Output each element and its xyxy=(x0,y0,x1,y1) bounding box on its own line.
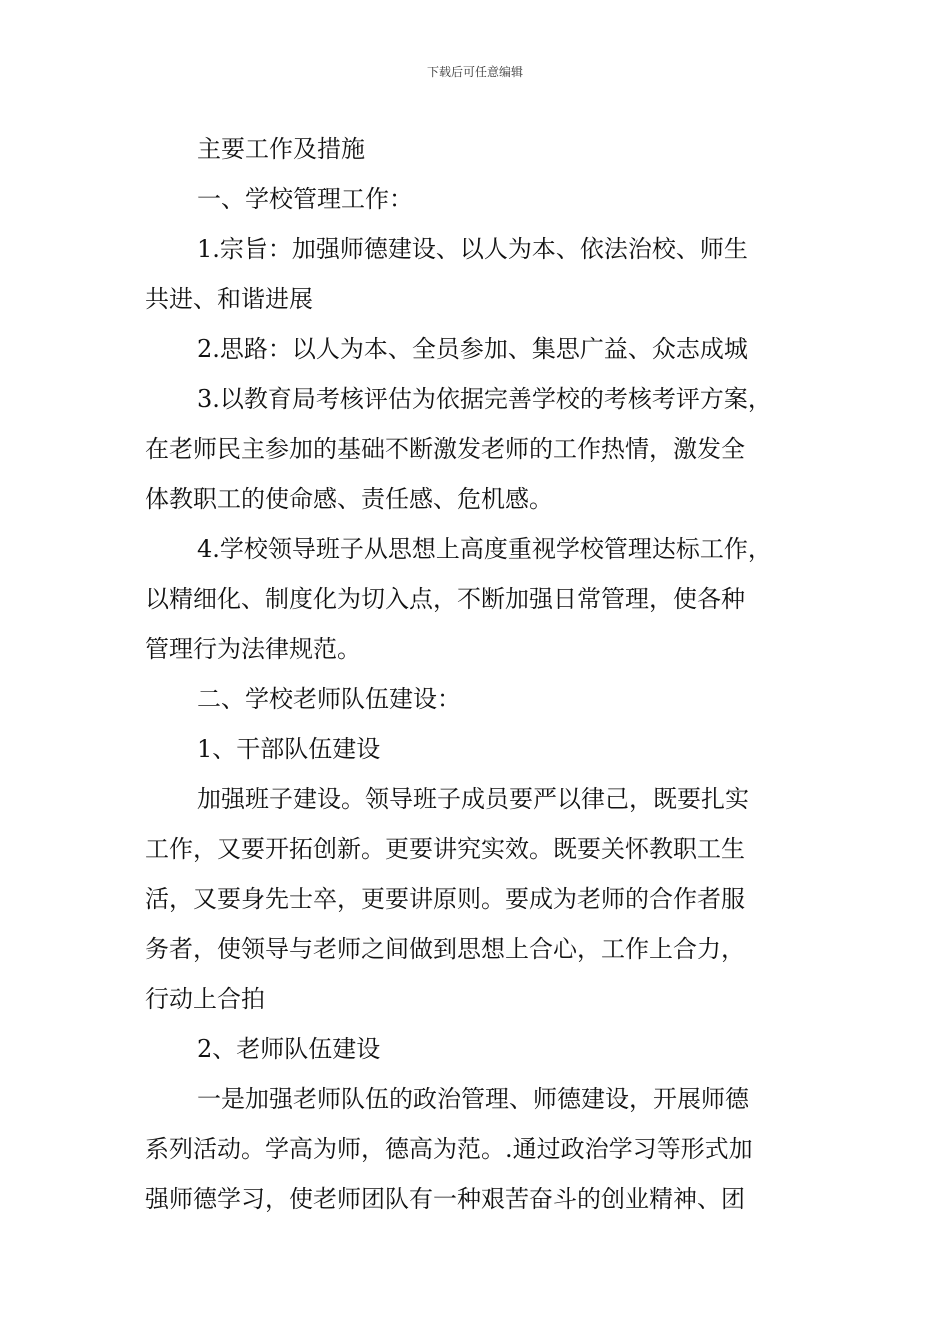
subheading-teacher-team: 2、老师队伍建设 xyxy=(197,1035,381,1063)
heading-teacher-team: 二、学校老师队伍建设： xyxy=(197,685,461,713)
text-line: 行动上合拍 xyxy=(145,985,265,1013)
section-title: 主要工作及措施 xyxy=(197,135,365,163)
text-line: 体教职工的使命感、责任感、危机感。 xyxy=(145,485,553,513)
text-line: 以精细化、制度化为切入点，不断加强日常管理，使各种 xyxy=(145,585,745,613)
text-line: 3.以教育局考核评估为依据完善学校的考核考评方案， xyxy=(197,385,772,413)
text-line: 2.思路：以人为本、全员参加、集思广益、众志成城 xyxy=(197,335,748,363)
text-line: 活，又要身先士卒，更要讲原则。要成为老师的合作者服 xyxy=(145,885,745,913)
text-line: 加强班子建设。领导班子成员要严以律己，既要扎实 xyxy=(197,785,749,813)
text-line: 强师德学习，使老师团队有一种艰苦奋斗的创业精神、团 xyxy=(145,1185,745,1213)
text-line: 务者，使领导与老师之间做到思想上合心，工作上合力， xyxy=(145,935,745,963)
text-line: 共进、和谐进展 xyxy=(145,285,313,313)
text-line: 4.学校领导班子从思想上高度重视学校管理达标工作， xyxy=(197,535,772,563)
document-body xyxy=(145,124,825,1224)
heading-school-management: 一、学校管理工作： xyxy=(197,185,413,213)
text-line: 工作，又要开拓创新。更要讲究实效。既要关怀教职工生 xyxy=(145,835,745,863)
text-line: 系列活动。学高为师，德高为范。.通过政治学习等形式加 xyxy=(145,1135,753,1163)
text-line: 1.宗旨：加强师德建设、以人为本、依法治校、师生 xyxy=(197,235,748,263)
page-header-note: 下载后可任意编辑 xyxy=(426,65,523,79)
text-line: 管理行为法律规范。 xyxy=(145,635,361,663)
text-line: 在老师民主参加的基础不断激发老师的工作热情，激发全 xyxy=(145,435,745,463)
subheading-cadre-team: 1、干部队伍建设 xyxy=(197,735,381,763)
text-line: 一是加强老师队伍的政治管理、师德建设，开展师德 xyxy=(197,1085,749,1113)
